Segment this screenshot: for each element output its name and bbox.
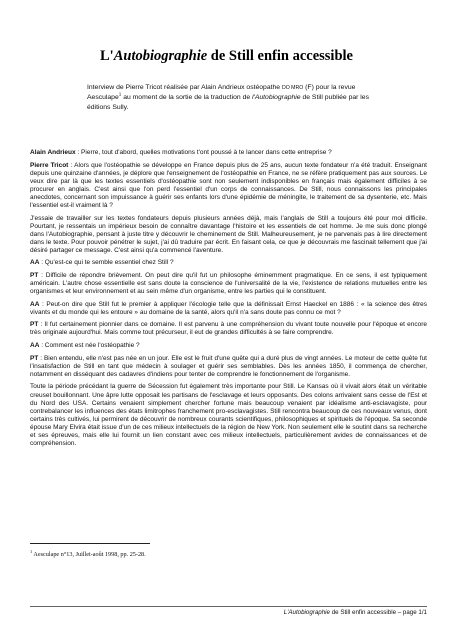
dialogue-paragraph <box>30 342 427 350</box>
footer-book-title: L'Autobiographie <box>283 609 330 616</box>
paragraph-text: : Difficile de répondre brièvement. On peut dire qu'il fut un philosophe éminemment pragmatique. En ce sens, il est typiquement américain. L'autre chose essentielle est sans doute la conscience de l'universalité de la vie, l'existence de relations mutuelles entre les organismes et leur environnement et au sein même d'un organisme, entre les parties qui le constituent. <box>30 271 427 296</box>
speaker-name: PT <box>30 271 39 279</box>
paragraph-text: : Qu'est-ce qui te semble essentiel chez Still ? <box>39 259 174 267</box>
page-footer <box>30 609 427 617</box>
dialogue-paragraph <box>30 215 427 255</box>
paragraph-text: : Comment est née l'ostéopathie ? <box>39 342 140 350</box>
paragraph-text: : Bien entendu, elle n'est pas née en un jour. Elle est le fruit d'une quête qui a duré plus de vingt années. Le moteur de cette quête fut l'insatisfaction de Still en tant que médecin à soulager et guérir ses semblables. Dès les années 1850, il commença de chercher, notamment en disséquant des cadavres d'indiens pour tenter de comprendre le fonctionnement de l'organisme. <box>30 354 427 378</box>
book-title: l'Autobiographie <box>252 94 301 102</box>
speaker-name: PT <box>30 321 39 329</box>
page-title: L'Autobiographie de Still enfin accessible <box>100 48 353 64</box>
speaker-name: AA <box>30 342 40 350</box>
dialogue-paragraph <box>30 149 427 157</box>
paragraph-text: : Alors que l'ostéopathie se développe en France depuis plus de 25 ans, aucun texte fondateur n'a été traduit. Enseignant depuis une quinzaine d'années, je déplore que l'enseignement de l'ostéopathie en France, ne se réfère pratiquement pas aux sources. Le veux dire par là que les textes essentiels d'ostéopathie sont non seulement indisponibles en français mais également difficiles à se procurer en anglais. C'est ainsi que l'on perd l'essentiel d'un corps de connaissances. De Still, nous connaissons les principales anecdotes, concernant son impuissance à guérir ses enfants lors d'une épidémie de méningite, le traitement de sa dysenterie, etc. Mais l'essentiel est-il vraiment là ? <box>30 161 427 209</box>
speaker-name: Pierre Tricot <box>30 161 69 169</box>
dialogue-paragraph <box>30 162 427 210</box>
footnote-reference: 1 <box>118 92 122 98</box>
footnote-divider <box>30 543 150 544</box>
speaker-name: Alain Andrieux <box>30 149 76 156</box>
title-book-name: Autobiographie <box>113 48 208 64</box>
paragraph-text: Toute la période précédant la guerre de Sécession fut également très importante pour Still. Le Kansas où il vivait alors était un véritable creuset bouillonnant. Une âpre lutte opposait les partisans de l'esclavage et leurs opposants. Des colons arrivaient sans cesse de l'Est et du Nord des USA. Certains venaient simplement chercher fortune mais beaucoup venaient par idéalisme anti-esclavagiste, pour contrebalancer les influences des états limitrophes franchement pro-esclavagistes. Still rencontra beaucoup de ces nouveaux venus, dont certains très cultivés, lui permirent de découvrir de nombreux courants scientifiques, philosophiques et spirituels de l'époque. Sa seconde épouse Mary Elvira était issue d'un de ces milieux intellectuels de la région de New York. Non seulement elle le soutint dans sa recherche et ses épreuves, mais elle lui fournit un lien constant avec ces milieux intellectuels, particulièrement avides de connaissances et de compréhension. <box>30 383 427 447</box>
paragraph-text: : Il fut certainement pionnier dans ce domaine. Il est parvenu à une compréhension du vivant toute nouvelle pour l'époque et encore très originale aujourd'hui. Mais comme tout précurseur, il eut de grandes difficultés à se faire comprendre. <box>30 321 427 337</box>
paragraph-text: : Peut-on dire que Still fut le premier à appliquer l'écologie telle que la définissait Ernst Haeckel en 1886 : « la science des êtres vivants et du monde qui les entoure » au domaine de la santé, alors qu'il n'a sans doute pas connu ce mot ? <box>30 300 427 316</box>
footer-divider <box>30 606 427 607</box>
footnote <box>30 548 330 559</box>
paragraph-text: : Pierre, tout d'abord, quelles motivations t'ont poussé à te lancer dans cette entreprise ? <box>75 149 332 156</box>
intro-paragraph: Interview de Pierre Tricot réalisée par Alain Andrieux ostéopathe DO MRO (F) pour la revue Aesculape$^1$ au moment de la sortie de la traduction de l'Autobiographie de Still publiée par les éditions Sully. <box>87 84 369 111</box>
footnote-text: Aesculape n°13, Juillet-août 1998, pp. 25-28. <box>32 551 146 559</box>
footer-text: de Still enfin accessible – page 1/1 <box>330 609 427 616</box>
footnote-number: 1 <box>30 549 33 554</box>
interview-body <box>30 149 427 452</box>
speaker-name: AA <box>30 259 40 267</box>
paragraph-text: J'essaie de travailler sur les textes fondateurs depuis plusieurs années déjà, mais l'anglais de Still a toujours été pour moi difficile. Pourtant, je ressentais un impérieux besoin de connaître davantage l'histoire et les essentiels de cet homme. Je me suis donc plongé dans l'Autobiographie, pensant à juste titre y découvrir le cheminement de Still. Malheureusement, je ne parvenais pas à lire directement dans le texte. Pour pouvoir pénétrer le sujet, j'ai dû traduire par écrit. En faisant cela, ce que je découvrais me fascinait tellement que j'ai désiré partager ce message. C'est ainsi qu'a commencé l'aventure. <box>30 214 427 254</box>
speaker-name: AA <box>30 300 40 308</box>
dialogue-paragraph <box>30 321 427 337</box>
dialogue-paragraph <box>30 383 427 447</box>
dialogue-paragraph <box>30 301 427 317</box>
dialogue-paragraph <box>30 272 427 296</box>
dialogue-paragraph <box>30 259 427 267</box>
speaker-name: PT <box>30 354 39 362</box>
dialogue-paragraph <box>30 355 427 379</box>
do-mro-credential: DO MRO <box>281 85 304 91</box>
